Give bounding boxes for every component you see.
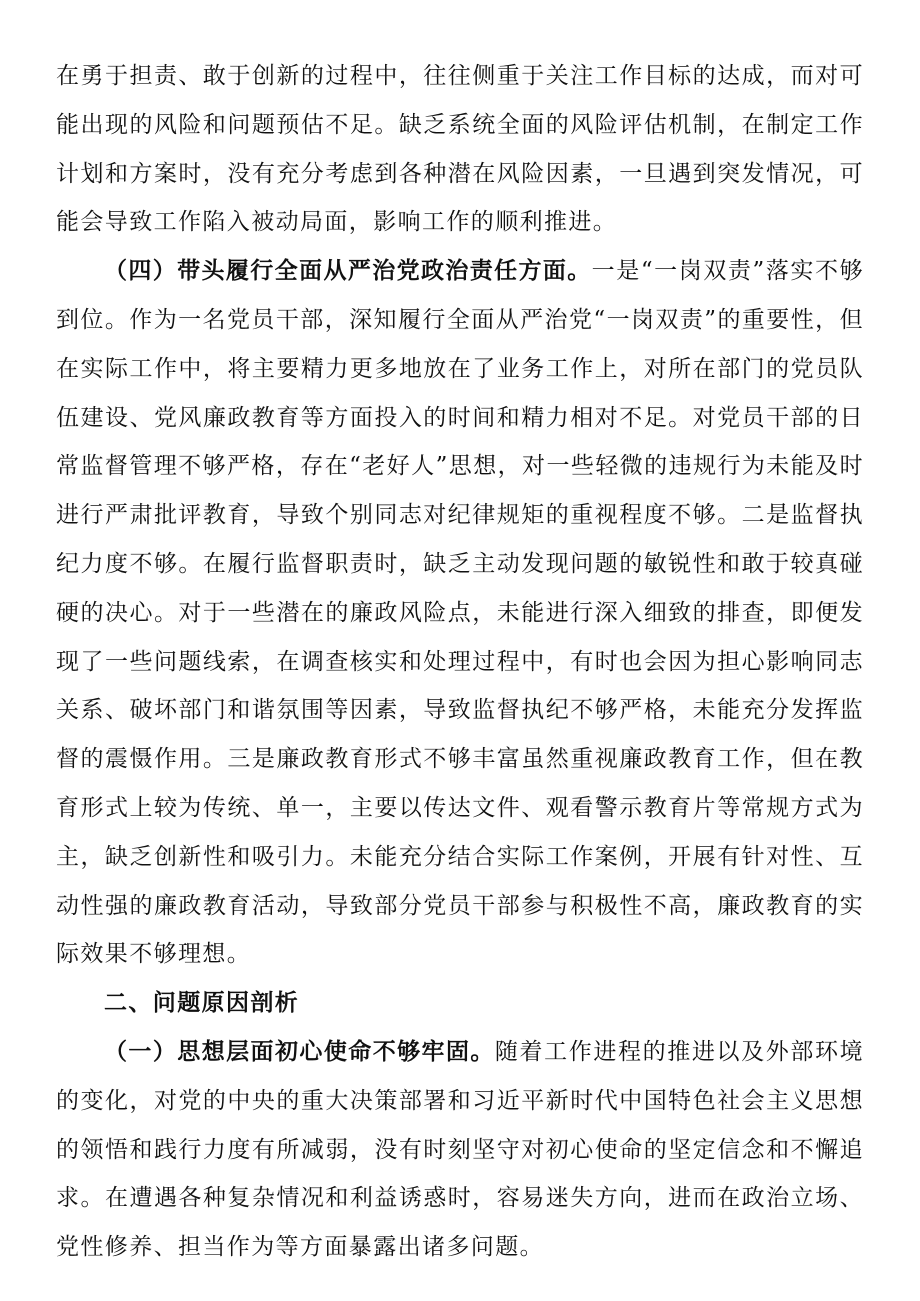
document-page xyxy=(56,52,864,1272)
paragraph-heading-four: （四）带头履行全面从严治党政治责任方面。 xyxy=(104,258,592,285)
paragraph-continuation: 在勇于担责、敢于创新的过程中，往往侧重于关注工作目标的达成，而对可能出现的风险和问题预估不足。缺乏系统全面的风险评估机制，在制定工作计划和方案时，没有充分考虑到各种潜在风险因素，一旦遇到突发情况，可能会导致工作陷入被动局面，影响工作的顺利推进。 xyxy=(56,63,864,236)
paragraph-body-four: 一是“一岗双责”落实不够到位。作为一名党员干部，深知履行全面从严治党“一岗双责”的重要性，但在实际工作中，将主要精力更多地放在了业务工作上，对所在部门的党员队伍建设、党风廉政教育等方面投入的时间和精力相对不足。对党员干部的日常监督管理不够严格，存在“老好人”思想，对一些轻微的违规行为未能及时进行严肃批评教育，导致个别同志对纪律规矩的重视程度不够。二是监督执纪力度不够。在履行监督职责时，缺乏主动发现问题的敏锐性和敢于较真碰硬的决心。对于一些潜在的廉政风险点，未能进行深入细致的排查，即便发现了一些问题线索，在调查核实和处理过程中，有时也会因为担心影响同志关系、破坏部门和谐氛围等因素，导致监督执纪不够严格，未能充分发挥监督的震慑作用。三是廉政教育形式不够丰富虽然重视廉政教育工作，但在教育形式上较为传统、单一，主要以传达文件、观看警示教育片等常规方式为主，缺乏创新性和吸引力。未能充分结合实际工作案例，开展有针对性、互动性强的廉政教育活动，导致部分党员干部参与积极性不高，廉政教育的实际效果不够理想。 xyxy=(56,258,865,968)
paragraph-body-cause-one: 随着工作进程的推进以及外部环境的变化，对党的中央的重大决策部署和习近平新时代中国特色社会主义思想的领悟和践行力度有所减弱，没有时刻坚守对初心使命的坚定信念和不懈追求。在遭遇各种复杂情况和利益诱惑时，容易迷失方向，进而在政治立场、党性修养、担当作为等方面暴露出诸多问题。 xyxy=(56,1038,864,1261)
section-title-cause-analysis: 二、问题原因剖析 xyxy=(104,990,300,1017)
paragraph-section-four xyxy=(56,247,864,979)
paragraph-cause-one xyxy=(56,1028,864,1272)
paragraph-heading-cause-one: （一）思想层面初心使命不够牢固。 xyxy=(104,1038,495,1065)
